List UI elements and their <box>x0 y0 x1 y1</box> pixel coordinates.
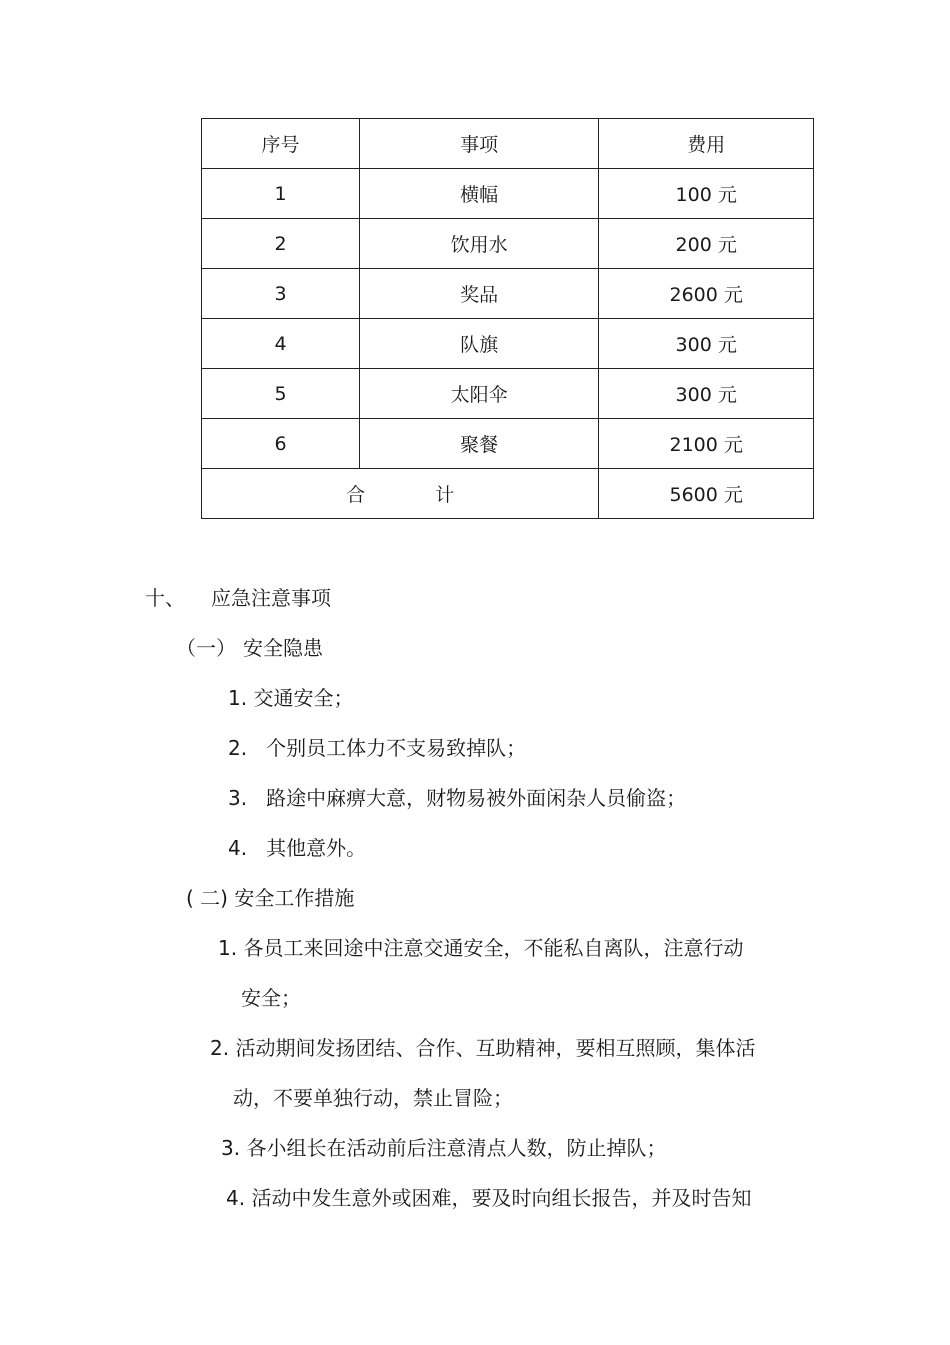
cell-cost: 2600 元 <box>599 269 814 319</box>
list-item: 2. 个别员工体力不支易致掉队； <box>228 736 527 760</box>
cell-no: 1 <box>202 169 360 219</box>
total-cost: 5600 元 <box>599 469 814 519</box>
cell-item: 队旗 <box>359 319 598 369</box>
list-item-continuation: 安全； <box>241 986 301 1010</box>
subsection-2-heading: ( 二) 安全工作措施 <box>186 886 355 910</box>
table-row <box>202 419 814 469</box>
section-number: 十、 <box>145 586 185 610</box>
cell-item: 太阳伞 <box>359 369 598 419</box>
cell-no: 3 <box>202 269 360 319</box>
table-row <box>202 269 814 319</box>
header-no: 序号 <box>202 119 360 169</box>
subsection-1-title: 安全隐患 <box>243 636 323 660</box>
cell-cost: 300 元 <box>599 319 814 369</box>
cell-no: 2 <box>202 219 360 269</box>
cell-no: 4 <box>202 319 360 369</box>
cell-cost: 200 元 <box>599 219 814 269</box>
header-cost: 费用 <box>599 119 814 169</box>
table-row <box>202 219 814 269</box>
list-item: 3. 各小组长在活动前后注意清点人数，防止掉队； <box>221 1136 667 1160</box>
section-heading <box>145 588 331 608</box>
cost-table <box>201 118 814 519</box>
table-row <box>202 319 814 369</box>
cell-item: 横幅 <box>359 169 598 219</box>
subsection-1-number: （一） <box>176 636 236 660</box>
total-label <box>202 469 599 519</box>
list-item: 1. 各员工来回途中注意交通安全，不能私自离队，注意行动 <box>218 936 744 960</box>
cell-cost: 2100 元 <box>599 419 814 469</box>
total-label-char-2: 计 <box>435 484 455 506</box>
list-item: 4. 活动中发生意外或困难，要及时向组长报告，并及时告知 <box>226 1186 752 1210</box>
cell-cost: 100 元 <box>599 169 814 219</box>
total-label-char-1: 合 <box>346 484 366 506</box>
cell-item: 饮用水 <box>359 219 598 269</box>
list-item: 3. 路途中麻痹大意，财物易被外面闲杂人员偷盗； <box>228 786 687 810</box>
list-item: 4. 其他意外。 <box>228 836 367 860</box>
list-item: 1. 交通安全； <box>228 686 354 710</box>
header-item: 事项 <box>359 119 598 169</box>
cell-no: 6 <box>202 419 360 469</box>
section-title: 应急注意事项 <box>211 586 331 610</box>
cell-no: 5 <box>202 369 360 419</box>
table-row <box>202 369 814 419</box>
table-header-row <box>202 119 814 169</box>
cell-item: 聚餐 <box>359 419 598 469</box>
cell-item: 奖品 <box>359 269 598 319</box>
list-item-continuation: 动，不要单独行动，禁止冒险； <box>233 1086 513 1110</box>
subsection-1-heading <box>176 638 323 658</box>
cell-cost: 300 元 <box>599 369 814 419</box>
table-total-row <box>202 469 814 519</box>
table-row <box>202 169 814 219</box>
list-item: 2. 活动期间发扬团结、合作、互助精神，要相互照顾，集体活 <box>210 1036 756 1060</box>
